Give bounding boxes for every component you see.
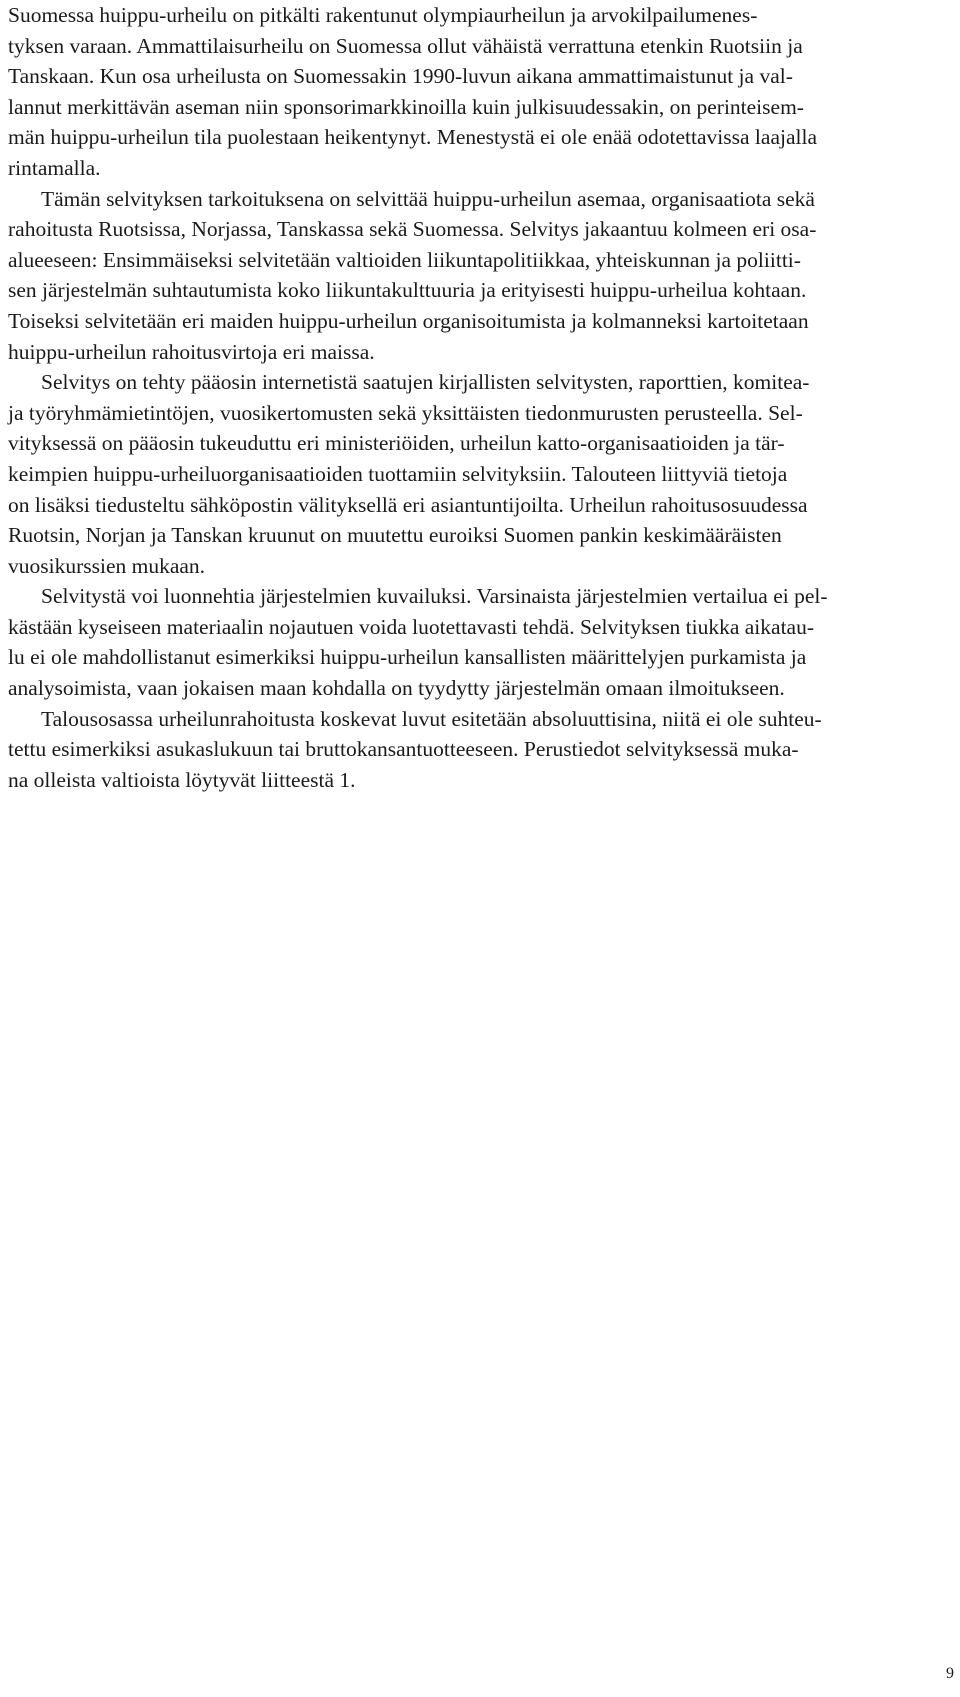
paragraph-finance: Talousosassa urheilunrahoitusta koskevat luvut esitetään absoluuttisina, niitä ei ole suhteu- tettu esimerkiksi asukaslukuun tai bruttokansantuotteeseen. Perustiedot selvityksessä muka- na olleista valtioista löytyvät liitteestä 1. xyxy=(8,706,822,792)
paragraph-description: Selvitystä voi luonnehtia järjestelmien kuvailuksi. Varsinaista järjestelmien vertailua ei pel- kästään kyseiseen materiaalin nojautuen voida luotettavasti tehdä. Selvityksen tiukka aikatau- lu ei ole mahdollistanut esimerkiksi huippu-urheilun kansallisten määrittelyjen purkamista ja analysoimista, vaan jokaisen maan kohdalla on tyydytty järjestelmän omaan ilmoitukseen. xyxy=(8,584,828,701)
paragraph-intro: Suomessa huippu-urheilu on pitkälti rakentunut olympiaurheilun ja arvokilpailumenes- tyksen varaan. Ammattilaisurheilu on Suomessa ollut vähäistä verrattuna etenkin Ruotsiin ja Tanskaan. Kun osa urheilusta on Suomessakin 1990-luvun aikana ammattimaistunut ja val- lannut merkittävän aseman niin sponsorimarkkinoilla kuin julkisuudessakin, on perinteisem- män huippu-urheilun tila puolestaan heikentynyt. Menestystä ei ole enää odotettavissa laajalla rintamalla. xyxy=(8,3,817,180)
paragraph-purpose: Tämän selvityksen tarkoituksena on selvittää huippu-urheilun asemaa, organisaatiota sekä rahoitusta Ruotsissa, Norjassa, Tanskassa sekä Suomessa. Selvitys jakaantuu kolmeen eri osa- alueeseen: Ensimmäiseksi selvitetään valtioiden liikuntapolitiikkaa, yhteiskunnan ja poliitti- sen järjestelmän suhtautumista koko liikuntakulttuuria ja erityisesti huippu-urheilua kohtaan. Toiseksi selvitetään eri maiden huippu-urheilun organisoitumista ja kolmanneksi kartoitetaan huippu-urheilun rahoitusvirtoja eri maissa. xyxy=(8,186,817,364)
paragraph-sources: Selvitys on tehty pääosin internetistä saatujen kirjallisten selvitysten, raporttien, komitea- ja työryhmämietintöjen, vuosikertomusten sekä yksittäisten tiedonmurusten perusteella. Sel- vityksessä on pääosin tukeuduttu eri ministeriöiden, urheilun katto-organisaatioiden ja tär- keimpien huippu-urheiluorganisaatioiden tuottamiin selvityksiin. Talouteen liittyviä tietoja on lisäksi tiedusteltu sähköpostin välityksellä eri asiantuntijoilta. Urheilun rahoitusosuudessa Ruotsin, Norjan ja Tanskan kruunut on muutettu euroiksi Suomen pankin keskimääräisten vuosikurssien mukaan. xyxy=(8,370,810,578)
page-number: 9 xyxy=(946,1665,954,1682)
document-page xyxy=(8,0,952,795)
